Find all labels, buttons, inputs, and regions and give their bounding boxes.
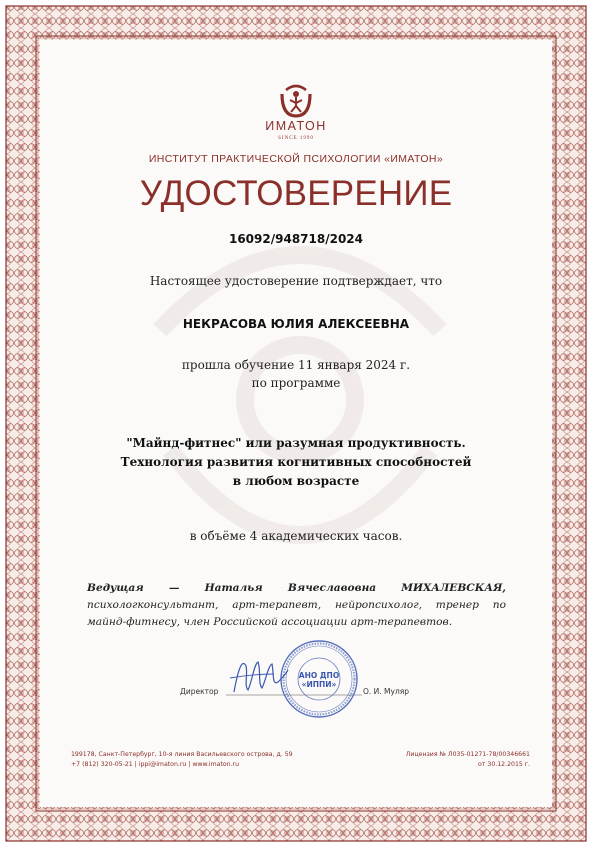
hours-text: в объёме 4 академических часов.: [189, 529, 403, 543]
logo-wordmark: ИМАТОН: [265, 119, 327, 133]
footer-address: 199178, Санкт-Петербург, 10-я линия Васильевского острова, д. 59: [71, 751, 293, 758]
program-line: в любом возрасте: [232, 474, 360, 488]
footer-license: [406, 750, 530, 769]
institute-name: ИНСТИТУТ ПРАКТИЧЕСКОЙ ПСИХОЛОГИИ «ИМАТОН»: [148, 153, 444, 165]
lead-line-3: майнд-фитнесу, член Российской ассоциации арт-терапевтов.: [87, 616, 453, 628]
certificate-number: 16092/948718/2024: [228, 232, 363, 246]
program-line: Технология развития когнитивных способностей: [120, 455, 472, 469]
stamp-line-1: АНО ДПО: [298, 671, 340, 680]
confirm-text: Настоящее удостоверение подтверждает, что: [149, 274, 443, 288]
stamp-line-2: «ИППИ»: [301, 680, 337, 689]
document-title: УДОСТОВЕРЕНИЕ: [139, 174, 453, 213]
program-line: "Майнд-фитнес" или разумная продуктивность.: [126, 436, 466, 450]
program-title: [0, 434, 592, 491]
footer-contacts: [71, 750, 293, 769]
imaton-logo-icon: [278, 84, 314, 118]
logo-since: SINCE 1990: [278, 136, 314, 141]
recipient-name: НЕКРАСОВА ЮЛИЯ АЛЕКСЕЕВНА: [182, 317, 410, 331]
license-number: Лицензия № Л035-01271-78/00346661: [405, 751, 530, 758]
footer-phone-email-site: +7 (812) 320-05-21 | ippi@imaton.ru | www.imaton.ru: [71, 760, 240, 768]
lead-instructor: [87, 580, 506, 631]
lead-line-1: Ведущая — Наталья Вячеславовна МИХАЛЕВСКАЯ,: [87, 582, 506, 594]
by-program-text: по программе: [251, 376, 341, 390]
lead-line-2: психологконсультант, арт-терапевт, нейропсихолог, тренер по: [87, 599, 506, 611]
round-seal-stamp: [279, 639, 359, 719]
director-name: О. И. Муляр: [363, 687, 410, 696]
completion-date-text: прошла обучение 11 января 2024 г.: [181, 358, 411, 372]
license-date: от 30.12.2015 г.: [478, 760, 530, 768]
director-label: Директор: [180, 687, 219, 696]
handwritten-signature: [228, 652, 290, 700]
